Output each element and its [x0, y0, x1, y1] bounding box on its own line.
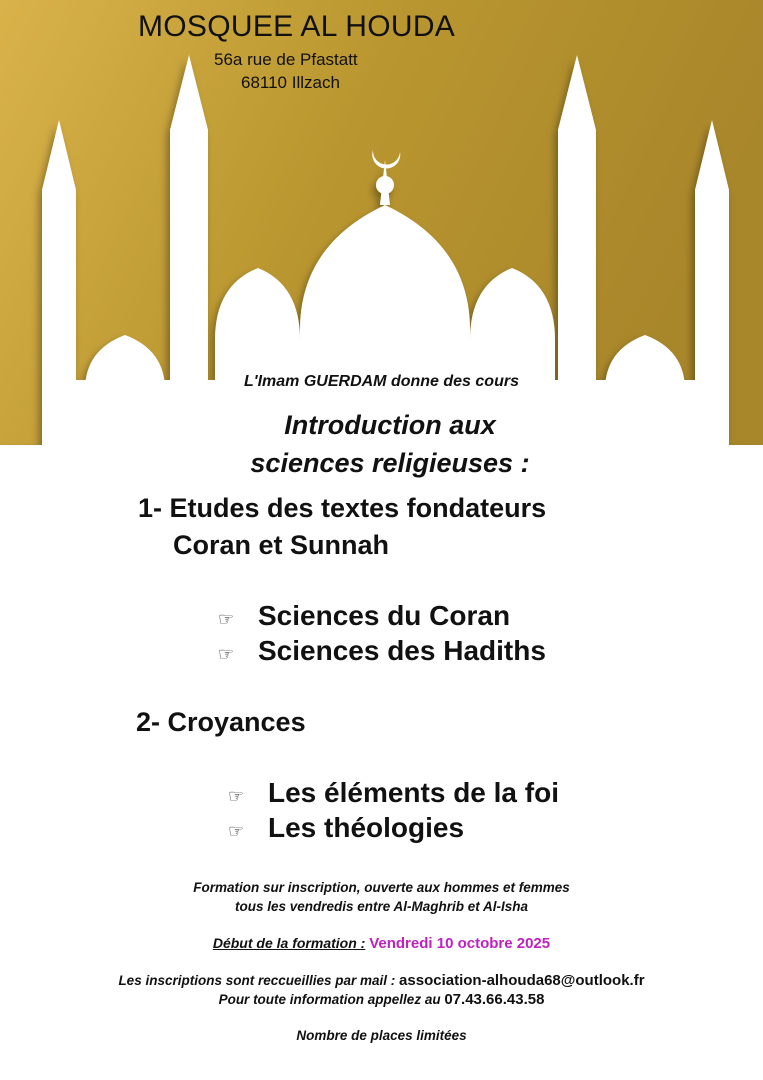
list-item-label: Sciences du Coran [258, 600, 511, 631]
hand-pointing-right-icon: ☞ [218, 644, 235, 664]
section1-title: 1- Etudes des textes fondateurs [138, 493, 547, 523]
section1-subtitle: Coran et Sunnah [173, 530, 390, 560]
title-line-1: Introduction aux [284, 410, 496, 440]
hand-pointing-right-icon: ☞ [218, 609, 235, 629]
phone-number[interactable]: 07.43.66.43.58 [444, 991, 545, 1008]
list-item [228, 777, 559, 809]
list-item [218, 600, 510, 632]
start-date-value: Vendredi 10 octobre 2025 [369, 935, 551, 952]
email-link[interactable]: association-alhouda68@outlook.fr [399, 972, 645, 989]
limited-places-note: Nombre de places limitées [296, 1028, 467, 1043]
start-date-label: Début de la formation : [212, 935, 366, 951]
mosque-name: MOSQUEE AL HOUDA [138, 10, 456, 43]
list-item [228, 812, 464, 844]
section2-title: 2- Croyances [136, 707, 306, 737]
hand-pointing-right-icon: ☞ [228, 786, 245, 806]
formation-line-1: Formation sur inscription, ouverte aux hommes et femmes [193, 880, 570, 895]
formation-line-2: tous les vendredis entre Al-Maghrib et Al-Isha [234, 899, 529, 914]
address-city: 68110 Illzach [241, 73, 340, 92]
email-label: Les inscriptions sont reccueillies par mail : [118, 973, 396, 988]
title-line-2: sciences religieuses : [250, 448, 530, 478]
imam-line: L'Imam GUERDAM donne des cours [244, 373, 519, 390]
phone-line [0, 991, 763, 1008]
list-item [218, 635, 546, 667]
list-item-label: Les éléments de la foi [268, 777, 559, 808]
email-line [0, 972, 763, 989]
list-item-label: Sciences des Hadiths [258, 635, 546, 666]
list-item-label: Les théologies [268, 812, 465, 843]
phone-label: Pour toute information appellez au [218, 992, 441, 1007]
address-street: 56a rue de Pfastatt [214, 50, 358, 69]
hand-pointing-right-icon: ☞ [228, 821, 245, 841]
start-date-line [0, 935, 763, 952]
